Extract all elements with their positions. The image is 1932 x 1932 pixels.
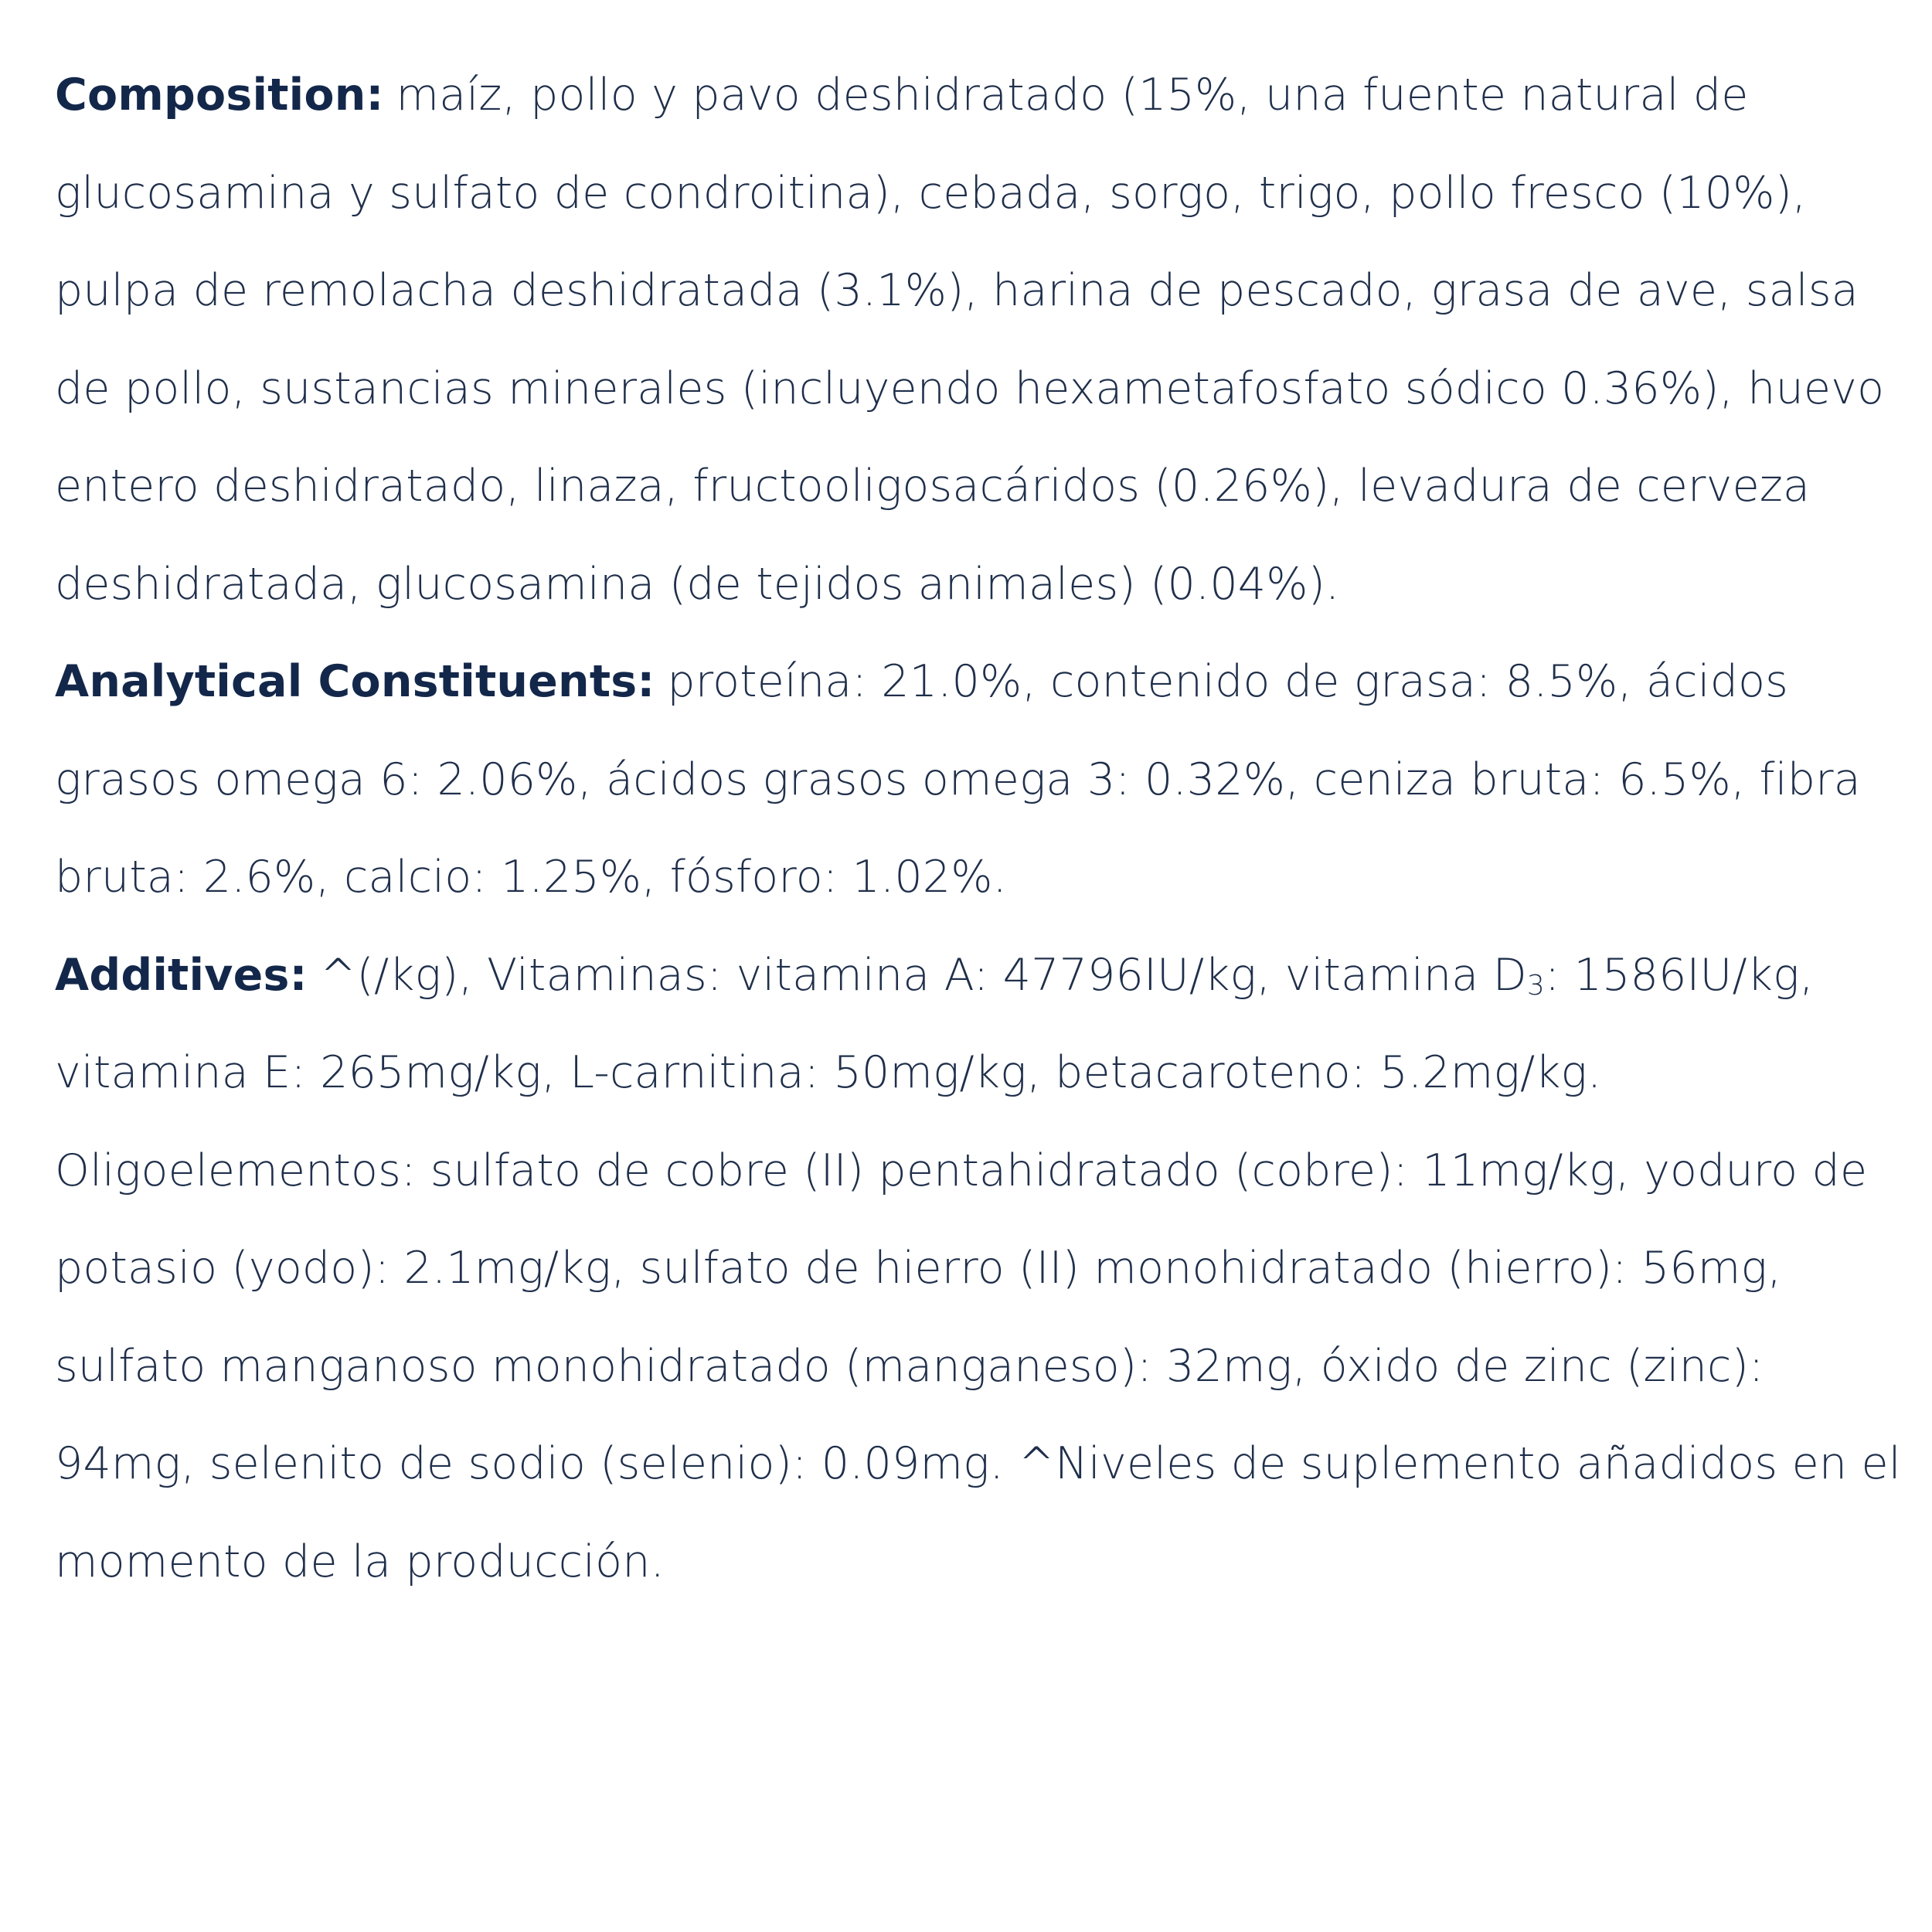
composition-text: maíz, pollo y pavo deshidratado (15%, una fuente natural de glucosamina y sulfato de condroitina), cebada, sorgo, trigo, pollo fresco (10%), pulpa de remolacha deshidratada (3.1%), harina de pescado, grasa de ave, salsa de pollo, sustancias minerales (incluyendo hexametafosfato sódico 0.36%), huevo entero deshidratado, linaza, fructooligosacáridos (0.26%), levadura de cerveza deshidratada, glucosamina (de tejidos animales) (0.04%). xyxy=(55,70,1885,610)
additives-section xyxy=(55,927,1910,1611)
additives-text-part2: : 1586IU/kg, vitamina E: 265mg/kg, L-carnitina: 50mg/kg, betacaroteno: 5.2mg/kg. Oligoelementos: sulfato de cobre (II) pentahidratado (cobre): 11mg/kg, yoduro de potasio (yodo): 2.1mg/kg, sulfato de hierro (II) monohidratado (hierro): 56mg, sulfato manganoso monohidratado (manganeso): 32mg, óxido de zinc (zinc): 94mg, selenito de sodio (selenio): 0.09mg. ^Niveles de suplemento añadidos en el momento de la producción. xyxy=(55,949,1901,1587)
additives-label: Additives: xyxy=(55,949,308,1001)
analytical-constituents-label: Analytical Constituents: xyxy=(55,656,655,707)
analytical-constituents-text: proteína: 21.0%, contenido de grasa: 8.5%, ácidos grasos omega 6: 2.06%, ácidos grasos omega 3: 0.32%, ceniza bruta: 6.5%, fibra bruta: 2.6%, calcio: 1.25%, fósforo: 1.02%. xyxy=(55,656,1861,903)
ingredients-document xyxy=(55,46,1910,1611)
additives-text-part1: ^(/kg), Vitaminas: vitamina A: 47796IU/kg, vitamina D xyxy=(319,949,1527,1001)
additives-subscript: 3 xyxy=(1526,969,1545,1002)
composition-label: Composition: xyxy=(55,70,384,121)
analytical-constituents-section xyxy=(55,633,1910,927)
composition-section xyxy=(55,46,1910,633)
